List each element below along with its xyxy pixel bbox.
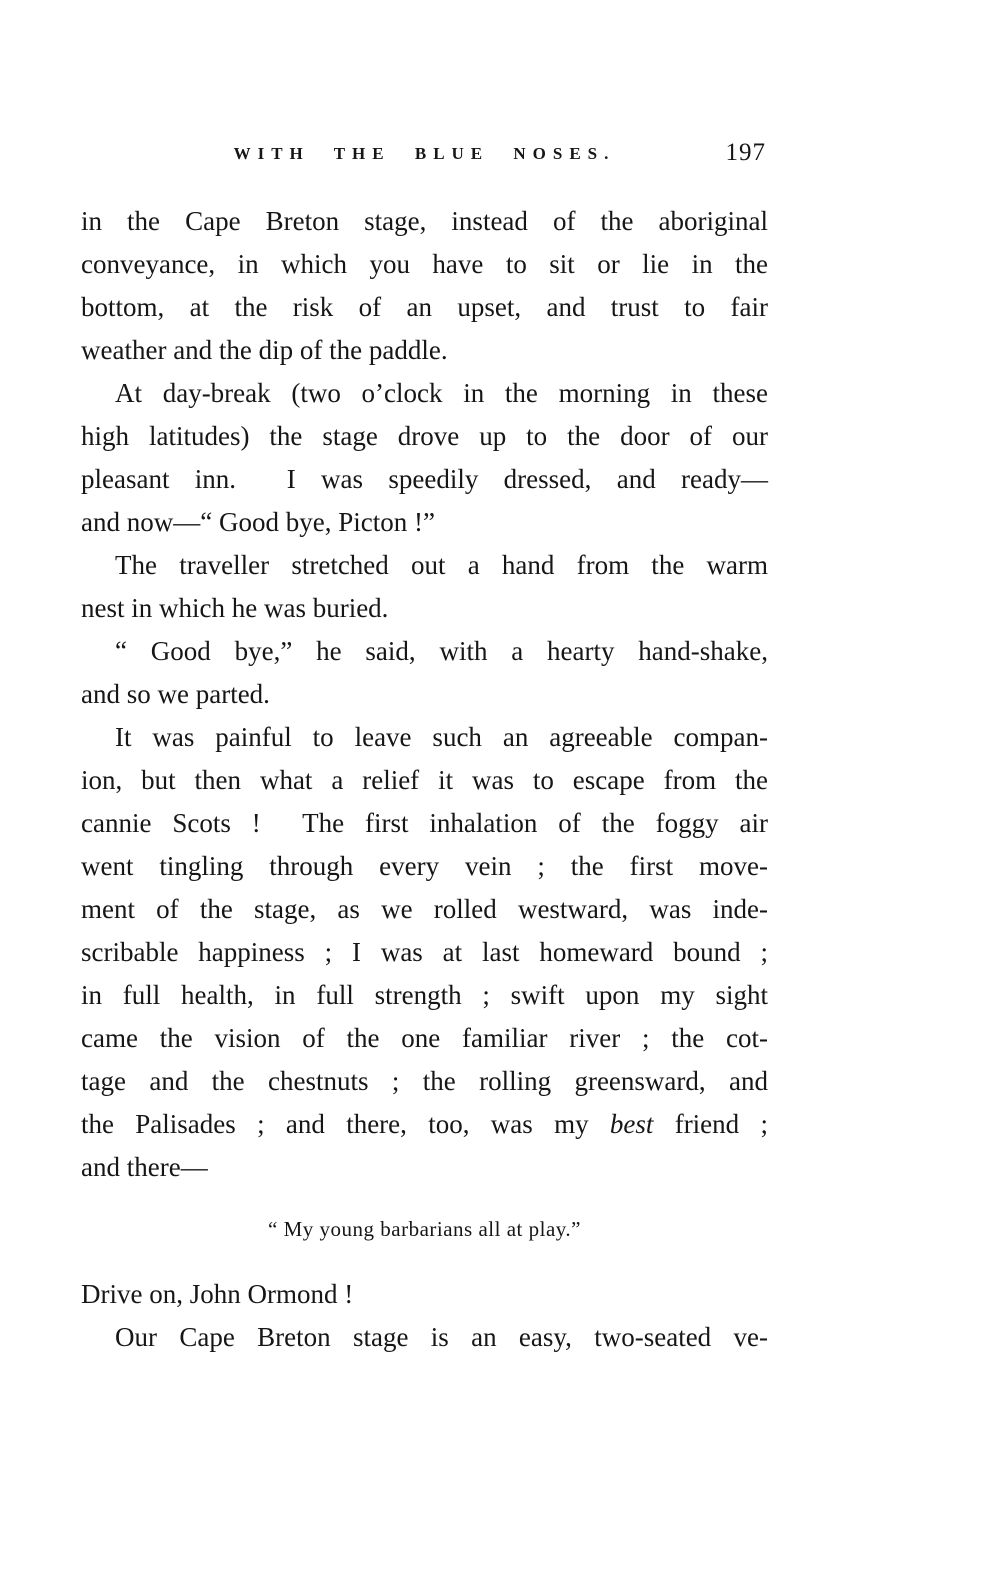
text-line: cannie Scots ! The first inhalation of the foggy air xyxy=(81,808,768,838)
text-line: conveyance, in which you have to sit or lie in the xyxy=(81,249,768,279)
text-body xyxy=(81,200,768,1359)
text-line: “ Good bye,” he said, with a hearty hand-shake, xyxy=(115,636,768,666)
text-line: Drive on, John Ormond ! xyxy=(81,1279,354,1309)
paragraph xyxy=(81,372,768,544)
text-line: At day-break (two o’clock in the morning in these xyxy=(115,378,768,408)
text-line: ion, but then what a relief it was to escape from the xyxy=(81,765,768,795)
text-line: tage and the chestnuts ; the rolling greensward, and xyxy=(81,1066,768,1096)
verse-quote: “ My young barbarians all at play.” xyxy=(268,1217,581,1241)
paragraph xyxy=(81,544,768,630)
text-line: Our Cape Breton stage is an easy, two-seated ve- xyxy=(115,1322,768,1352)
text-line: scribable happiness ; I was at last homeward bound ; xyxy=(81,937,768,967)
paragraph xyxy=(81,716,768,1189)
paragraph xyxy=(81,630,768,716)
text-line: and now—“ Good bye, Picton !” xyxy=(81,507,435,537)
paragraph xyxy=(81,1316,768,1359)
page-header xyxy=(81,136,768,172)
text-line: went tingling through every vein ; the first move- xyxy=(81,851,768,881)
text-line: bottom, at the risk of an upset, and trust to fair xyxy=(81,292,768,322)
text-line: pleasant inn. I was speedily dressed, and ready— xyxy=(81,464,768,494)
page-number: 197 xyxy=(725,139,766,166)
text-line: ment of the stage, as we rolled westward, was inde- xyxy=(81,894,768,924)
text-line: and there— xyxy=(81,1152,208,1182)
text-line: high latitudes) the stage drove up to the door of our xyxy=(81,421,768,451)
text-line: and so we parted. xyxy=(81,679,270,709)
text-line: came the vision of the one familiar river ; the cot- xyxy=(81,1023,768,1053)
running-title: WITH THE BLUE NOSES. xyxy=(233,144,616,163)
paragraph xyxy=(81,200,768,372)
text-line: It was painful to leave such an agreeable compan- xyxy=(115,722,768,752)
text-line: weather and the dip of the paddle. xyxy=(81,335,448,365)
paragraph xyxy=(81,1273,768,1316)
text-line: in the Cape Breton stage, instead of the aboriginal xyxy=(81,206,768,236)
text-line: in full health, in full strength ; swift upon my sight xyxy=(81,980,768,1010)
text-line: the Palisades ; and there, too, was my best friend ; xyxy=(81,1109,768,1139)
text-line: The traveller stretched out a hand from the warm xyxy=(115,550,768,580)
text-line: nest in which he was buried. xyxy=(81,593,389,623)
